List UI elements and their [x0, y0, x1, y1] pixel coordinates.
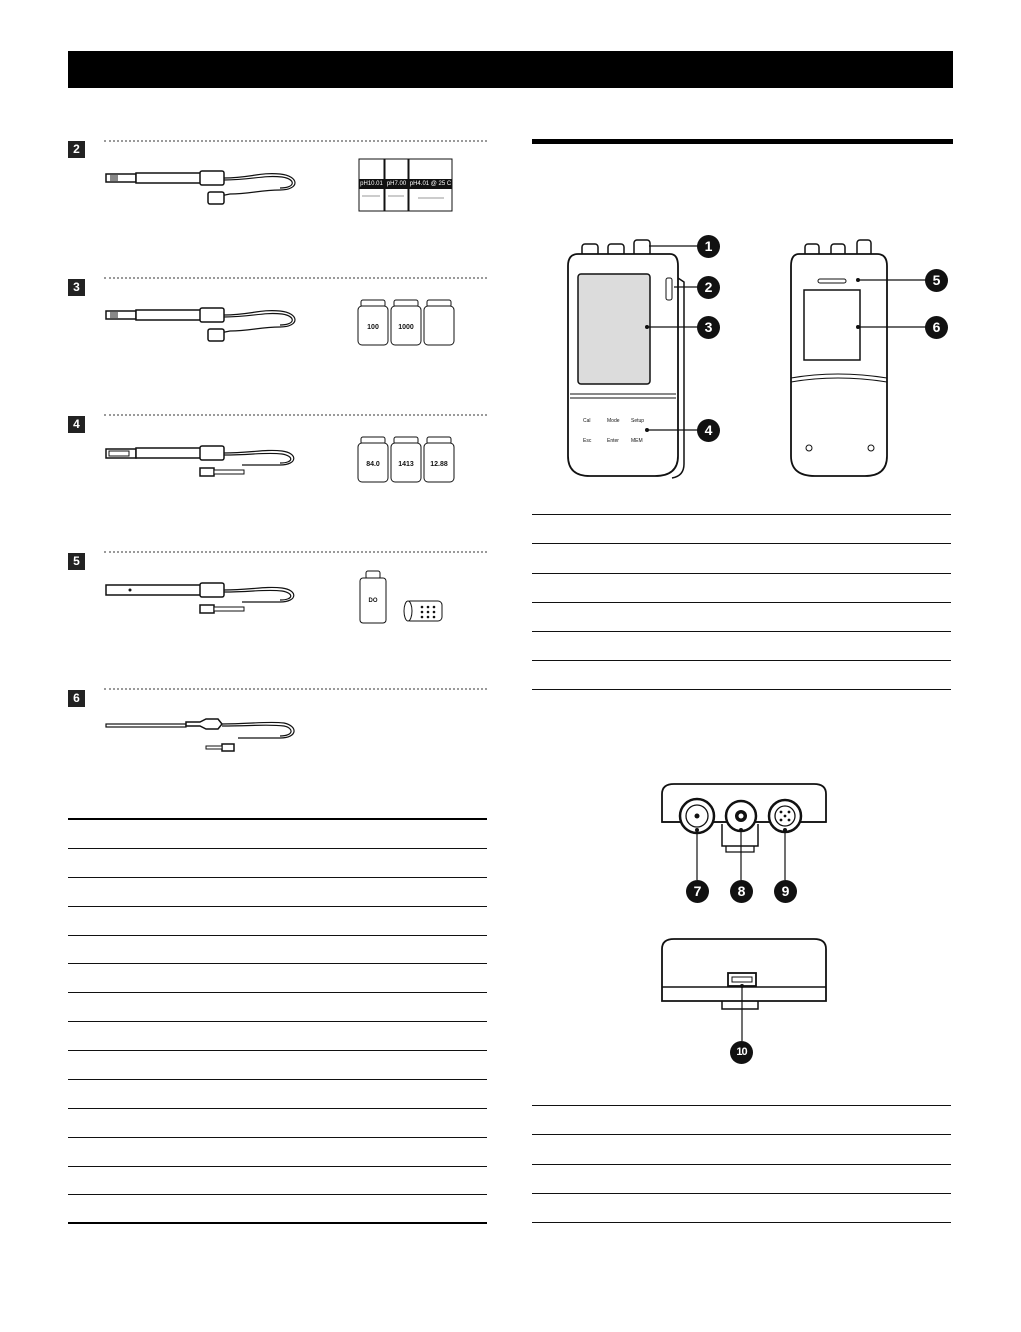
callout-5: 5: [925, 269, 948, 292]
section-heading-rule: [532, 139, 953, 144]
conductivity-cell-illustration: [100, 435, 310, 485]
dotted-divider: [104, 414, 487, 416]
table-rule: [532, 689, 951, 690]
callout-2: 2: [697, 276, 720, 299]
table-rule: [532, 514, 951, 515]
table-rule: [68, 935, 487, 936]
table-rule: [532, 1222, 951, 1223]
table-rule: [68, 1108, 487, 1109]
table-rule: [68, 963, 487, 964]
table-rule: [532, 660, 951, 661]
dotted-divider: [104, 277, 487, 279]
table-rule: [68, 848, 487, 849]
table-rule: [68, 1166, 487, 1167]
table-rule: [68, 1222, 487, 1224]
callout-1: 1: [697, 235, 720, 258]
dotted-divider: [104, 688, 487, 690]
table-rule: [68, 818, 487, 820]
item-number-badge: 2: [68, 141, 85, 158]
table-rule: [68, 877, 487, 878]
table-rule: [68, 1137, 487, 1138]
table-rule: [68, 1021, 487, 1022]
sachet-label: pH4.01 @ 25 C: [409, 181, 452, 187]
dotted-divider: [104, 140, 487, 142]
item-number-badge: 4: [68, 416, 85, 433]
callout-6: 6: [925, 316, 948, 339]
callout-3: 3: [697, 316, 720, 339]
table-rule: [532, 1164, 951, 1165]
bottle-label: 84.0: [366, 461, 380, 468]
table-rule: [532, 631, 951, 632]
do-kit: [358, 570, 458, 625]
table-rule: [68, 1050, 487, 1051]
temperature-probe-illustration: [100, 712, 310, 757]
item-number-badge: 5: [68, 553, 85, 570]
item-number-badge: 3: [68, 279, 85, 296]
orp-electrode-illustration: [100, 297, 310, 347]
solution-bottles-drawing: [357, 435, 467, 483]
solution-bottles: [357, 298, 467, 346]
table-rule: [532, 602, 951, 603]
bottle-label: 1000: [398, 324, 414, 331]
key-mode[interactable]: Mode: [607, 418, 620, 424]
sachet-label: pH10.01: [360, 181, 383, 187]
key-mem[interactable]: MEM: [631, 438, 643, 444]
callout-9: 9: [774, 880, 797, 903]
buffer-sachets: [358, 158, 453, 212]
table-rule: [68, 992, 487, 993]
header-bar: [68, 51, 953, 88]
table-rule: [532, 1134, 951, 1135]
connector-leader-lines: [690, 828, 800, 880]
bottle-label: 100: [367, 324, 379, 331]
table-rule: [532, 543, 951, 544]
table-rule: [532, 1105, 951, 1106]
bottle-label: DO: [368, 598, 378, 604]
callout-10: 10: [730, 1041, 753, 1064]
callout-4: 4: [697, 419, 720, 442]
bottle-label: 1413: [398, 461, 414, 468]
key-setup[interactable]: Setup: [631, 418, 645, 424]
key-esc[interactable]: Esc: [583, 438, 592, 444]
usb-leader-line: [735, 983, 749, 1041]
item-number-badge: 6: [68, 690, 85, 707]
solution-bottles-drawing: [357, 298, 467, 346]
do-probe-illustration: [100, 572, 310, 622]
table-rule: [68, 906, 487, 907]
sachet-label: pH7.00: [386, 181, 407, 187]
key-enter[interactable]: Enter: [607, 438, 619, 444]
table-rule: [68, 1079, 487, 1080]
table-rule: [532, 573, 951, 574]
callout-8: 8: [730, 880, 753, 903]
key-cal[interactable]: Cal: [583, 418, 591, 424]
callout-7: 7: [686, 880, 709, 903]
table-rule: [68, 1194, 487, 1195]
table-rule: [532, 1193, 951, 1194]
callout-leader-lines: [540, 230, 950, 440]
ph-electrode-illustration: [100, 160, 310, 210]
dotted-divider: [104, 551, 487, 553]
solution-bottles: [357, 435, 467, 483]
bottle-label: 12.88: [430, 461, 448, 468]
